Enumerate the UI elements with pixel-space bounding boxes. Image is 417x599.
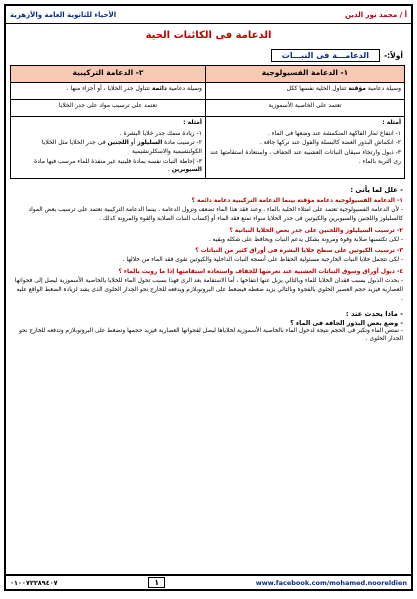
- facebook-link[interactable]: www.facebook.com/mohamed.nooreldien: [255, 578, 407, 587]
- school-title: الأحياء للثانوية العامة والأزهرية: [10, 10, 117, 19]
- page-footer: [6, 574, 411, 589]
- section-heading: [14, 49, 403, 62]
- table-header-row: [11, 66, 405, 83]
- teacher-name: أ / محمد نور الدين: [345, 10, 407, 19]
- question: ٤- ذبول أوراق وسوق النباتات العشبية عند تعرضها للجفاف واستعادة استقامتها إذا ما رويت بالماء ؟: [118, 269, 403, 276]
- what-happens-heading: - ماذا يحدث عند :: [345, 309, 403, 318]
- page-number: ١: [148, 577, 165, 588]
- table-row: [11, 117, 405, 179]
- cell-struct-examples: أمثلة : ١- زيادة سمك جدر خلايا البشرة . ٢- ترسيب مادة السليلوز أو اللجنين فى جدر الخلايا مثل الخلايا الكولنشيمية والاسكلرنشيمية ٣- إحاطة النبات نفسه بمادة فلينية غير منفذة للماء مرسب فيها مادة السيوبرين .: [11, 117, 206, 179]
- cell-physio-basis: تعتمد على الخاصية الأسموزية: [205, 100, 404, 117]
- support-comparison-table: [10, 65, 405, 179]
- section-label: الدعامـــة فى النبـــات: [271, 49, 380, 62]
- answer: - لكى تتحمل خلايا النبات الخارجية مسئولية الحفاظ على أنسجة النبات الداخلية والكيوتين تقوى فقد الماء من خلالها .: [122, 257, 403, 264]
- col-structural: ٢- الدعامة التركيبية: [11, 66, 206, 83]
- page-header: [6, 6, 411, 24]
- answer: - تمتص الماء وتكبر فى الحجم نتيجة لدخول الماء بالخاصية الأسموزية لخلاياها ليصل لفجواتها العصارية فيزيد حجمها وتضغط على البروتوبلازم وتدفعه للخارج نحو الجدار الخلوى .: [18, 327, 403, 343]
- col-physiological: ١- الدعامة الفسيولوجية: [205, 66, 404, 83]
- page-title: الدعامة فى الكائنات الحية: [145, 30, 272, 41]
- question: - وضع بعض البذور الجافة فى الماء ؟: [290, 319, 403, 327]
- table-row: [11, 83, 405, 100]
- cell-struct-def: وسيلة دعامية دائمة تتناول جدر الخلايا ، أو أجزاء منها .: [11, 83, 206, 100]
- answer: - لأن الدعامة الفسيولوجية تعتمد على امتلاء الخلية بالماء ، وعند فقد هذا الماء تضعف وتزول الدعامة ، بينما الدعامة التركيبية تعتمد على ترسيب بعض المواد كالسليلوز واللجنين والسيوبرين والكيوتين فى جدر الخلايا سواء تمنع فقد الماء أو إكساب النبات الصلابة والقوة والمرونة كذلك .: [28, 206, 403, 222]
- question: ٢- ترسيب السيليلوز واللجنين على جدر بعض الخلايا النباتية ؟: [229, 227, 403, 234]
- document-page: [4, 4, 413, 591]
- question: ١- الدعامة الفسيولوجية دعامة مؤقتة بينما الدعامة التركيبية دعامة دائمة ؟: [191, 198, 403, 205]
- phone-number: ٠١٠٠٧٢٢٨٩٤٠٧: [10, 578, 58, 587]
- justify-heading: - علل لما يأتى :: [350, 186, 403, 195]
- section-tag: أولاً:-: [384, 51, 403, 60]
- answer: - لكى تكتسبها صلابة وقوة ومرونة بشكل يدعم النبات ويحافظ على شكله وبقيه .: [208, 236, 403, 243]
- question: ٣- ترسيب الكيوتين على سطح خلايا البشرة فى أوراق كثير من النباتات ؟: [195, 248, 403, 255]
- answer: - بحدث الذبول بسبب فقدان الخلايا للماء وبالتالي يزيل عنها انتفاخها ، أما الاستقامة بعد الرى فهذا بسبب تحول الماء للخلايا بالخاصية الأسموزية ليصل إلى فجواتها العصارية فيزيد حجم العصير الخلوي بالفجوة وبالتالي يزيد ضغطه فيضغط على البروتوبلازم ويدفعه للخارج نحو الجدار الخلوى الذى يشد لزيادة الضغط الواقع عليه .: [14, 278, 403, 302]
- qa-list: [6, 197, 411, 303]
- cell-struct-basis: تعتمد على ترسيب مواد على جدر الخلايا: [11, 100, 206, 117]
- cell-physio-def: وسيلة دعامية مؤقتة تتناول الخلية نفسها ككل: [205, 83, 404, 100]
- cell-physio-examples: أمثلة : ١- انتفاخ ثمار الفاكهة المنكمشة عند وضعها فى الماء . ٢- انكماش البذور الغضة كالبسلة والفول عند تركها جافة . ٣- ذبول وارتخاء سيقان النباتات العشبية عند الجفاف ، واستعادة استقامتها عند رى التربة بالماء .: [205, 117, 404, 179]
- table-row: [11, 100, 405, 117]
